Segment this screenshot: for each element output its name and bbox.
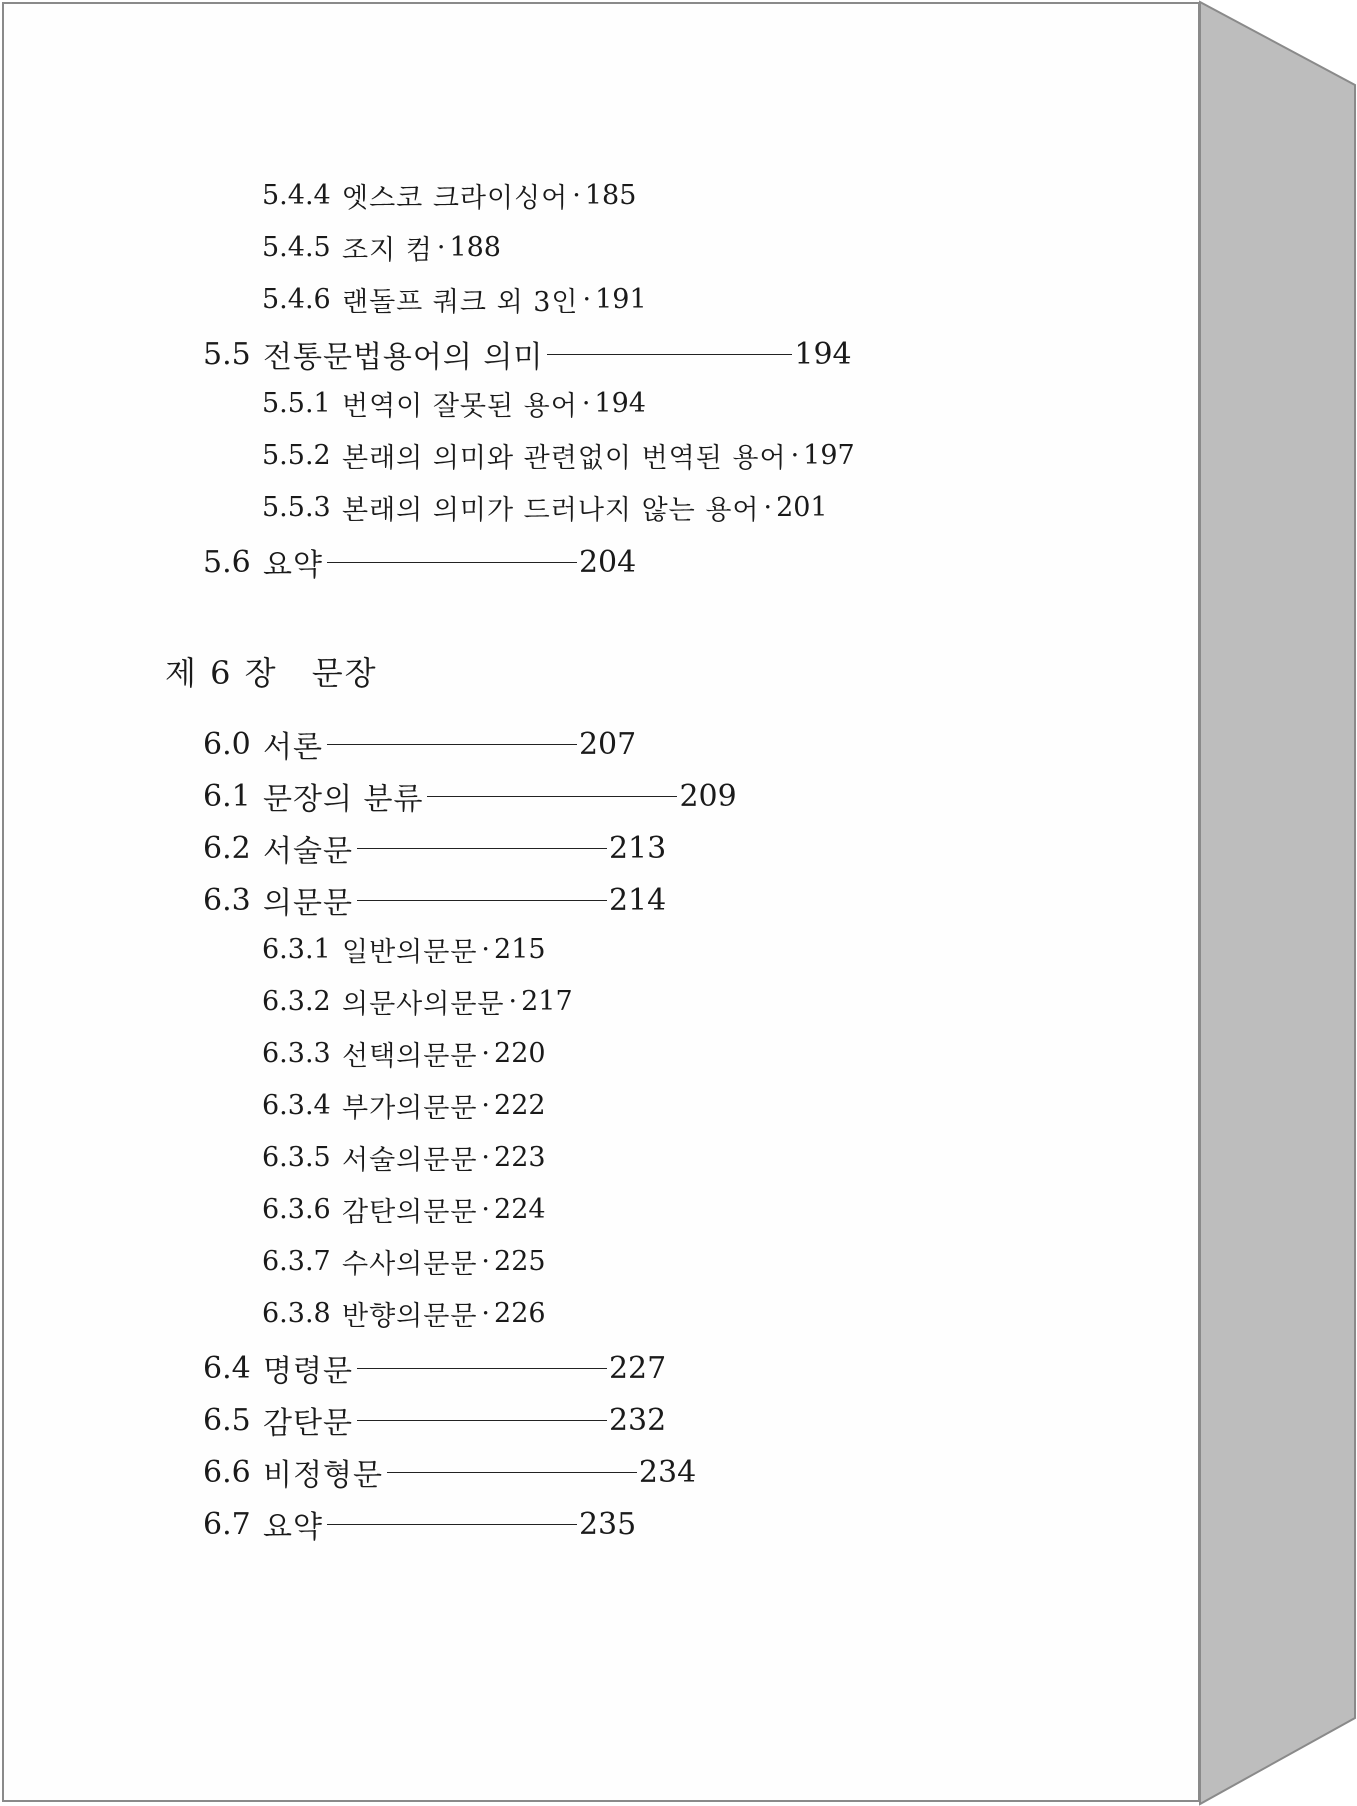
toc-title: 본래의 의미와 관련없이 번역된 용어 <box>342 443 787 474</box>
toc-entry-6-3-5[interactable] <box>262 1138 546 1177</box>
separator-dot: · <box>508 986 518 1017</box>
toc-page: 213 <box>608 830 667 866</box>
toc-number: 6.1 <box>203 778 251 814</box>
toc-title: 문장의 분류 <box>263 782 424 817</box>
separator-dot: · <box>763 492 773 523</box>
separator-dot: · <box>790 440 800 471</box>
toc-title: 의문문 <box>263 886 353 921</box>
chapter-label: 제 6 장 <box>165 654 278 692</box>
toc-page: 222 <box>494 1090 546 1121</box>
toc-title: 감탄문 <box>263 1406 353 1441</box>
toc-number: 6.3.2 <box>262 986 331 1017</box>
toc-number: 5.4.4 <box>262 180 331 211</box>
toc-number: 5.4.5 <box>262 232 331 263</box>
toc-number: 6.3.8 <box>262 1298 331 1329</box>
toc-entry-6-5[interactable] <box>203 1398 666 1442</box>
toc-title: 요약 <box>263 548 323 583</box>
toc-entry-6-6[interactable] <box>203 1450 696 1494</box>
toc-number: 6.3.3 <box>262 1038 331 1069</box>
toc-entry-5-5[interactable] <box>203 332 852 376</box>
toc-number: 6.3.5 <box>262 1142 331 1173</box>
toc-entry-6-4[interactable] <box>203 1346 666 1390</box>
separator-dot: · <box>481 1038 491 1069</box>
separator-dot: · <box>572 180 581 211</box>
toc-title: 서술문 <box>263 834 353 869</box>
toc-entry-6-3-2[interactable] <box>262 982 573 1021</box>
toc-number: 6.3 <box>203 882 251 918</box>
toc-page: 234 <box>638 1454 697 1490</box>
toc-title: 부가의문문 <box>342 1093 478 1124</box>
toc-entry-6-3-7[interactable] <box>262 1242 546 1281</box>
leader-line <box>547 354 792 355</box>
toc-page: 201 <box>776 492 828 523</box>
toc-title: 반향의문문 <box>342 1301 478 1332</box>
leader-line <box>357 848 607 849</box>
toc-title: 요약 <box>263 1510 323 1545</box>
toc-page: 204 <box>578 544 637 580</box>
toc-title: 감탄의문문 <box>342 1197 478 1228</box>
toc-number: 5.5.3 <box>262 492 331 523</box>
toc-page: 224 <box>494 1194 546 1225</box>
toc-page: 207 <box>578 726 637 762</box>
toc-entry-5-5-2[interactable] <box>262 436 855 475</box>
toc-page: 194 <box>794 336 852 372</box>
leader-line <box>327 744 577 745</box>
leader-line <box>427 796 677 797</box>
toc-entry-6-3-1[interactable] <box>262 930 546 969</box>
toc-title: 의문사의문문 <box>342 989 505 1020</box>
toc-entry-5-4-5[interactable] <box>262 228 501 267</box>
toc-entry-5-5-3[interactable] <box>262 488 828 527</box>
toc-title: 번역이 잘못된 용어 <box>342 391 578 422</box>
toc-number: 6.0 <box>203 726 251 762</box>
toc-page: 185 <box>584 180 637 211</box>
separator-dot: · <box>581 388 591 419</box>
toc-number: 6.7 <box>203 1506 251 1542</box>
toc-number: 5.5.1 <box>262 388 331 419</box>
toc-entry-5-5-1[interactable] <box>262 384 646 423</box>
toc-title: 조지 컴 <box>342 235 433 266</box>
separator-dot: · <box>481 1142 491 1173</box>
toc-page: 232 <box>608 1402 667 1438</box>
toc-number: 6.3.6 <box>262 1194 331 1225</box>
toc-number: 6.2 <box>203 830 251 866</box>
chapter-heading <box>165 648 378 694</box>
toc-page: 223 <box>494 1142 546 1173</box>
toc-number: 6.3.7 <box>262 1246 331 1277</box>
toc-page: 225 <box>494 1246 546 1277</box>
toc-entry-6-3-8[interactable] <box>262 1294 546 1333</box>
leader-line <box>327 1524 577 1525</box>
leader-line <box>387 1472 637 1473</box>
toc-page: 197 <box>803 440 855 471</box>
toc-entry-6-0[interactable] <box>203 722 636 766</box>
toc-page: 194 <box>594 388 646 419</box>
toc-number: 5.5 <box>203 336 251 372</box>
separator-dot: · <box>481 1298 491 1329</box>
toc-title: 비정형문 <box>263 1458 383 1493</box>
toc-number: 6.3.1 <box>262 934 331 965</box>
toc-number: 5.4.6 <box>262 284 331 315</box>
toc-entry-6-3-3[interactable] <box>262 1034 546 1073</box>
toc-page: 235 <box>578 1506 637 1542</box>
toc-title: 일반의문문 <box>342 937 478 968</box>
toc-page: 188 <box>449 232 501 263</box>
toc-entry-6-1[interactable] <box>203 774 737 818</box>
toc-entry-6-2[interactable] <box>203 826 666 870</box>
toc-title: 수사의문문 <box>342 1249 478 1280</box>
separator-dot: · <box>481 934 491 965</box>
separator-dot: · <box>481 1246 491 1277</box>
toc-number: 6.6 <box>203 1454 251 1490</box>
leader-line <box>357 900 607 901</box>
toc-title: 서술의문문 <box>342 1145 478 1176</box>
toc-title: 전통문법용어의 의미 <box>263 340 544 375</box>
toc-title: 엣스코 크라이싱어 <box>342 183 569 214</box>
leader-line <box>357 1368 607 1369</box>
toc-entry-5-4-6[interactable] <box>262 280 647 319</box>
toc-page: 217 <box>521 986 573 1017</box>
toc-number: 6.4 <box>203 1350 251 1386</box>
toc-entry-6-7[interactable] <box>203 1502 636 1546</box>
toc-number: 6.3.4 <box>262 1090 331 1121</box>
toc-page: 214 <box>608 882 667 918</box>
toc-number: 6.5 <box>203 1402 251 1438</box>
toc-entry-6-3[interactable] <box>203 878 666 922</box>
toc-title: 명령문 <box>263 1354 353 1389</box>
separator-dot: · <box>481 1090 491 1121</box>
toc-title: 서론 <box>263 730 323 765</box>
separator-dot: · <box>481 1194 491 1225</box>
toc-number: 5.5.2 <box>262 440 331 471</box>
toc-page: 209 <box>679 778 737 814</box>
toc-entry-6-3-6[interactable] <box>262 1190 546 1229</box>
toc-page: 191 <box>595 284 647 315</box>
toc-entry-5-4-4[interactable] <box>262 176 636 215</box>
toc-title: 선택의문문 <box>342 1041 478 1072</box>
toc-page: 220 <box>494 1038 546 1069</box>
toc-page: 227 <box>608 1350 667 1386</box>
toc-entry-5-6[interactable] <box>203 540 636 584</box>
separator-dot: · <box>436 232 446 263</box>
toc-page: 226 <box>494 1298 546 1329</box>
leader-line <box>357 1420 607 1421</box>
toc-entry-6-3-4[interactable] <box>262 1086 546 1125</box>
toc-page: 215 <box>494 934 546 965</box>
toc-title: 본래의 의미가 드러나지 않는 용어 <box>342 495 760 526</box>
chapter-title: 문장 <box>311 654 378 692</box>
leader-line <box>327 562 577 563</box>
separator-dot: · <box>582 284 592 315</box>
toc-number: 5.6 <box>203 544 251 580</box>
toc-title: 랜돌프 쿼크 외 3인 <box>342 287 579 318</box>
